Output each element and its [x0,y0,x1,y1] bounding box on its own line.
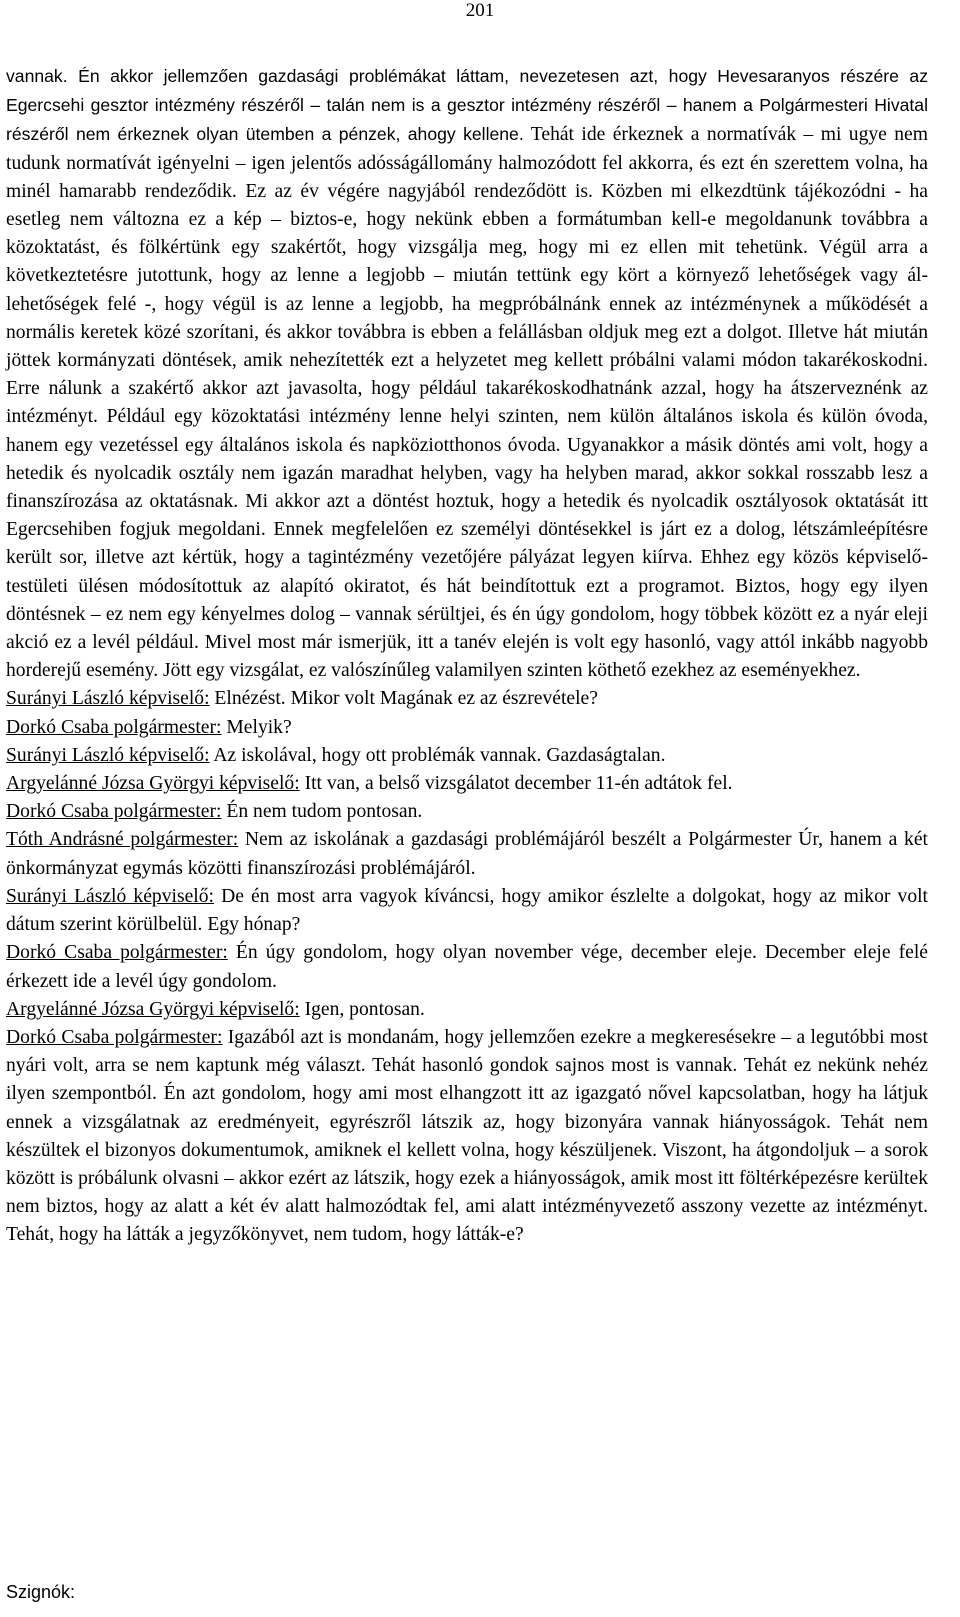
exchange-2 [6,714,928,742]
exchange-7 [6,883,928,939]
speech-text: Az iskolával, hogy ott problémák vannak. Gazdaságtalan. [209,744,666,766]
opening-serif-text: Tehát ide érkeznek a normatívák – mi ugye nem tudunk normatívát igényelni – igen jelentős adósságállomány halmozódott fel akkorra, és ezt én szerettem volna, ha minél hamarabb rendeződik. Ez az év végére nagyjából rendeződött is. Közben mi elkezdtünk tájékozódni - ha esetleg nem változna ez a kép – biztos-e, hogy nekünk ebben a formátumban kell-e megoldanunk továbbra a közoktatást, és fölkértünk egy szakértőt, hogy vizsgálja meg, hogy mi ez ellen mit tehetünk. Végül arra a következtetésre jutottunk, hogy az lenne a legjobb – miután tettünk egy kört a környező lehetőségek vagy ál-lehetőségek felé -, hogy végül is az lenne a legjobb, ha megpróbálnánk ennek az intézménynek a működését a normális keretek közé szorítani, és akkor továbbra is ebben a felállásban oldjuk meg ezt a dolgot. Illetve hát miután jöttek kormányzati döntések, amik nehezítették ezt a helyzetet meg kellett próbálni valami módon takarékoskodni. Erre nálunk a szakértő akkor azt javasolta, hogy például takarékoskodhatnánk azzal, hogy ha átszerveznénk az intézményt. Például egy közoktatási intézmény lenne helyi szinten, nem külön általános iskola és külön óvoda, hanem egy vezetéssel egy általános iskola és napköziotthonos óvoda. Ugyanakkor a másik döntés ami volt, hogy a hetedik és nyolcadik osztály nem igazán maradhat helyben, vagy ha helyben marad, akkor sokkal rosszabb lesz a finanszírozása az oktatásnak. Mi akkor azt a döntést hoztuk, hogy a hetedik és nyolcadik osztályosok oktatását itt Egercsehiben fogjuk megoldani. Ennek megfelelően ez személyi döntésekkel is járt ez a dolog, létszámleépítésre került sor, illetve azt kértük, hogy a tagintézmény vezetőjére pályázat legyen kiírva. Ehhez egy közös képviselő-testületi ülésen módosítottuk az alapító okiratot, és hát beindítottuk ezt a programot. Biztos, hogy egy ilyen döntésnek – ez nem egy kényelmes dolog – vannak sérültjei, és én úgy gondolom, hogy többek között ez a nyár eleji akció ez a levél például. Mivel most már ismerjük, itt a tanév elején is volt egy hasonló, vagy attól inkább nagyobb horderejű esemény. Jött egy vizsgálat, ez valószínűleg valamilyen szinten köthető ezekhez az eseményekhez. [6,124,928,682]
exchange-4 [6,770,928,798]
exchange-3 [6,742,928,770]
speaker-name: Argyelánné Józsa Györgyi képviselő: [6,773,300,795]
exchange-9 [6,996,928,1024]
speech-text: Nem az iskolának a gazdasági problémájáról beszélt a Polgármester Úr, hanem a két önkormányzat egymás közötti finanszírozási problémájáról. [6,829,928,879]
exchange-8 [6,939,928,995]
speech-text: Elnézést. Mikor volt Magának ez az észrevétele? [209,688,598,710]
signature-label: Szignók: [6,1582,76,1602]
speaker-name: Dorkó Csaba polgármester: [6,801,222,823]
speech-text: Itt van, a belső vizsgálatot december 11-én adtátok fel. [299,773,733,795]
document-body [6,62,928,1250]
speaker-name: Surányi László képviselő: [6,688,210,710]
opening-paragraph [6,62,928,685]
page-number: 201 [465,0,495,21]
speech-text: Igazából azt is mondanám, hogy jellemzően ezekre a megkeresésekre – a legutóbbi most nyári volt, arra se nem kaptunk még választ. Tehát hasonló gondok sajnos most is vannak. Tehát ez nekünk nehéz ilyen szempontból. Én azt gondolom, hogy ami most elhangzott itt az igazgató nővel kapcsolatban, hogy ha látjuk ennek a vizsgálatnak az eredményeit, egyrészről látszik az, hogy bizonyára vannak hiányosságok. Tehát nem készültek el bizonyos dokumentumok, amiknek el kellett volna, hogy készüljenek. Viszont, ha átgondoljuk – a sorok között is próbálunk olvasni – akkor ezért az látszik, hogy ezek a hiányosságok, amik most itt föltérképezésre kerültek nem biztos, hogy az alatt a két év alatt halmozódtak fel, ami alatt intézményvezető asszony vezette az intézményt. Tehát, hogy ha látták a jegyzőkönyvet, nem tudom, hogy látták-e? [6,1026,928,1246]
speaker-name: Surányi László képviselő: [6,744,210,766]
exchange-5 [6,798,928,826]
speaker-name: Surányi László képviselő: [6,885,214,907]
speech-text: Én nem tudom pontosan. [221,801,423,823]
speaker-name: Dorkó Csaba polgármester: [6,716,222,738]
speaker-name: Dorkó Csaba polgármester: [6,942,228,964]
speech-text: Igen, pontosan. [299,998,425,1020]
speech-text: De én most arra vagyok kíváncsi, hogy amikor észlelte a dolgokat, hogy az mikor volt dátum szerint körülbelül. Egy hónap? [6,885,929,936]
opening-sans-text: vannak. Én akkor jellemzően gazdasági problémákat láttam, nevezetesen azt, hogy Hevesaranyos részére az Egercsehi gesztor intézmény részéről – talán nem is a gesztor intézmény részéről – hanem a Polgármesteri Hivatal részéről nem érkeznek olyan ütemben a pénzek, ahogy kellene. [6,66,928,145]
speech-text: Melyik? [221,716,292,738]
speaker-name: Tóth Andrásné polgármester: [6,829,239,851]
exchange-1 [6,685,928,713]
speech-text: Én úgy gondolom, hogy olyan november vége, december eleje. December eleje felé érkezett ide a levél úgy gondolom. [6,942,928,992]
speaker-name: Argyelánné Józsa Györgyi képviselő: [6,998,300,1020]
exchange-6 [6,826,928,882]
speaker-name: Dorkó Csaba polgármester: [6,1026,223,1048]
exchange-10 [6,1024,928,1250]
